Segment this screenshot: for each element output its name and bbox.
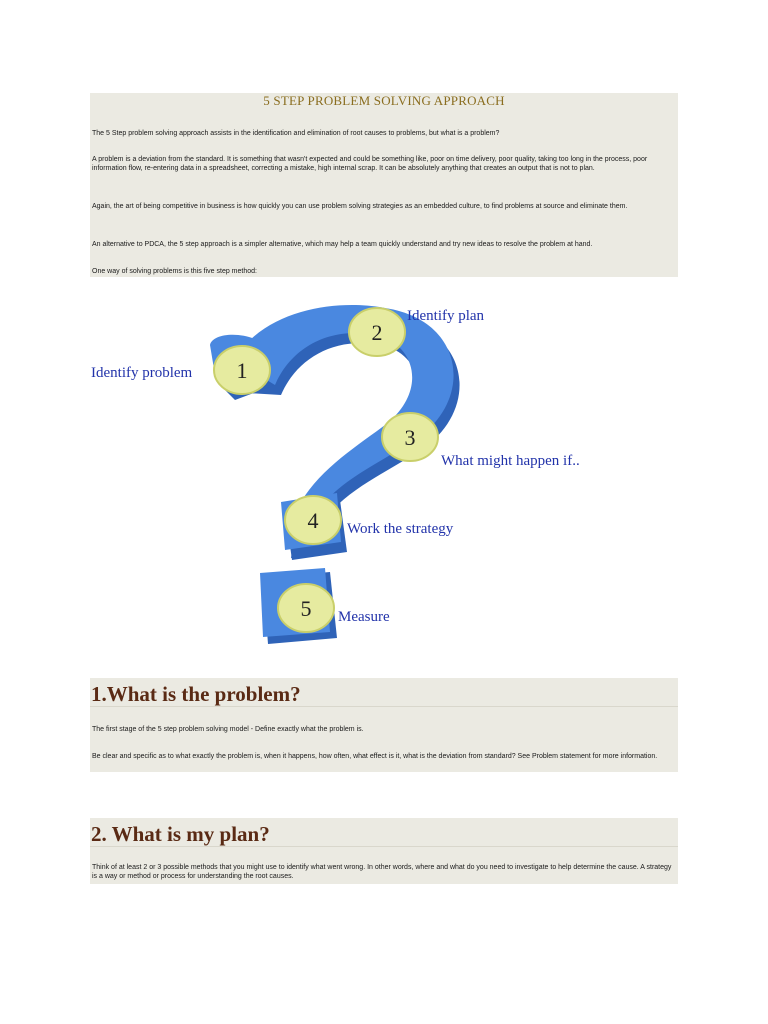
intro-panel [90,93,678,277]
step-2-label: Identify plan [407,308,485,324]
step-1 [91,346,270,394]
intro-paragraph-5: One way of solving problems is this five step method: [92,268,257,275]
step-5-number: 5 [300,596,312,621]
step-4-label: Work the strategy [347,521,454,537]
question-mark-diagram [85,290,685,660]
intro-paragraph-2: A problem is a deviation from the standard. It is something that wasn't expected and could be something like, poor on time delivery, poor quality, taking too long in the process, poor information flow, re-entering data in a spreadsheet, correcting a mistake, high internal scrap. It can be absolutely anything that creates an output that is not to plan. [92,156,648,172]
step-3-label: What might happen if.. [441,453,580,469]
section-1-divider [90,706,678,707]
section-2-heading: 2. What is my plan? [91,822,270,846]
step-1-number: 1 [236,358,248,383]
step-5-label: Measure [338,609,390,625]
section-2-divider [90,846,678,847]
section-2-panel [90,818,678,884]
section-2-paragraph-1: Think of at least 2 or 3 possible methods that you might use to identify what went wrong. In other words, where and what do you need to investigate to help determine the cause. A strategy is a way or method or process for understanding the root causes. [92,864,672,880]
intro-paragraph-3: Again, the art of being competitive in business is how quickly you can use problem solving strategies as an embedded culture, to find problems at source and eliminate them. [92,203,628,210]
step-4-number: 4 [307,508,319,533]
document-title: 5 STEP PROBLEM SOLVING APPROACH [263,93,505,108]
step-1-label: Identify problem [91,365,193,381]
section-1-heading: 1.What is the problem? [91,682,301,706]
step-2-number: 2 [371,320,383,345]
section-1-panel [90,678,678,772]
step-4 [285,496,454,544]
step-3 [382,413,580,469]
intro-paragraph-1: The 5 Step problem solving approach assists in the identification and elimination of root causes to problems, but what is a problem? [92,130,500,137]
section-1-paragraph-1: The first stage of the 5 step problem solving model - Define exactly what the problem is. [92,726,364,733]
intro-paragraph-4: An alternative to PDCA, the 5 step approach is a simpler alternative, which may help a team quickly understand and try new ideas to resolve the problem at hand. [92,241,593,248]
step-3-number: 3 [404,425,416,450]
section-1-paragraph-2: Be clear and specific as to what exactly the problem is, when it happens, how often, what effect is it, what is the deviation from standard? See Problem statement for more information. [92,753,658,760]
